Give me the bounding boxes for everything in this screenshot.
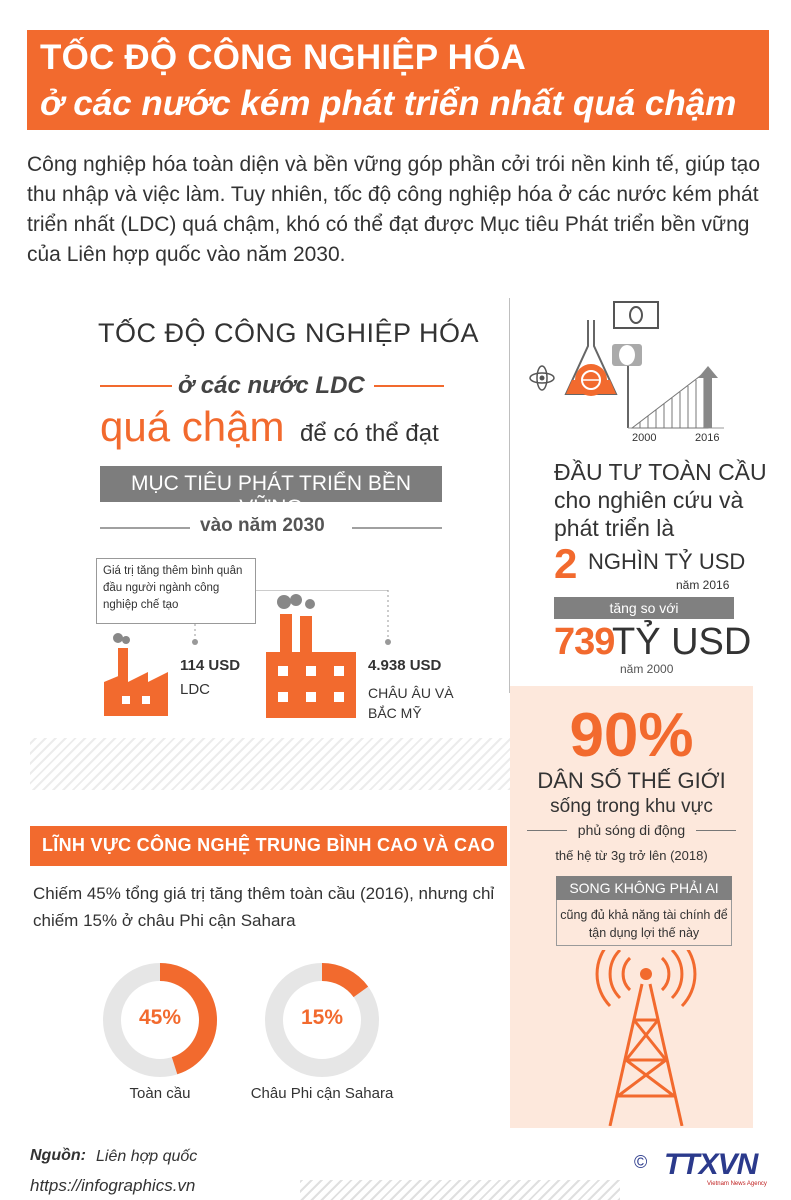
ldc-emphasis: quá chậm — [100, 403, 285, 450]
ldc-emphasis-tail: để có thể đạt — [300, 420, 439, 447]
hatched-band — [30, 738, 510, 790]
target-year: vào năm 2030 — [200, 515, 325, 536]
rd-big-number: 2 — [554, 540, 578, 587]
rd-value-2000: 739 — [554, 621, 615, 663]
ldc-subheading: ở các nước LDC — [178, 372, 365, 399]
divider-line — [352, 527, 442, 529]
cell-tower-icon — [586, 950, 706, 1126]
chart-year-start: 2000 — [632, 432, 657, 444]
ldc-value: 114 USD — [180, 657, 241, 674]
small-factory-icon — [104, 632, 170, 716]
tech-heading: LĨNH VỰC CÔNG NGHỆ TRUNG BÌNH CAO VÀ CAO — [42, 835, 495, 855]
ttxvn-logo: TTXVN — [664, 1148, 758, 1181]
mobile-line2: sống trong khu vực — [550, 796, 713, 817]
intro-paragraph: Công nghiệp hóa toàn diện và bền vững góp phần cởi trói nền kinh tế, giúp tạo thu nhập và việc làm. Tuy nhiên, tốc độ công nghiệp hóa ở các nước kém phát triển nhất (LDC) quá chậm, khó có thể đạt được Mục tiêu Phát triển bền vững của Liên hợp quốc vào năm 2030. — [27, 153, 761, 266]
donut-caption-africa: Châu Phi cận Sahara — [250, 1085, 394, 1102]
europe-value: 4.938 USD — [368, 657, 442, 674]
page-title: TỐC ĐỘ CÔNG NGHIỆP HÓA — [40, 38, 527, 77]
divider-line — [374, 385, 444, 387]
mobile-line3: phủ sóng di động — [577, 822, 686, 838]
footer-hatch — [300, 1180, 620, 1200]
large-factory-icon — [266, 594, 356, 718]
europe-label: CHÂU ÂU VÀ BẮC MỸ — [368, 685, 454, 721]
rd-unit-2000: TỶ USD — [612, 621, 752, 663]
source-value: Liên hợp quốc — [96, 1148, 198, 1165]
vertical-divider — [509, 298, 510, 693]
mobile-line4: thế hệ từ 3g trở lên (2018) — [555, 848, 708, 863]
rd-year-2000: năm 2000 — [620, 662, 674, 676]
mobile-percent: 90% — [569, 701, 694, 770]
footer-url[interactable]: https://infographics.vn — [30, 1176, 196, 1195]
donut-caption-global: Toàn cầu — [129, 1085, 191, 1102]
notall-label: SONG KHÔNG PHẢI AI — [569, 880, 719, 896]
rd-compare-label: tăng so với — [609, 600, 679, 616]
research-illustration — [528, 298, 728, 438]
copyright-icon: © — [634, 1152, 648, 1172]
divider-line — [100, 527, 190, 529]
note-text: Giá trị tăng thêm bình quân đầu người ngành công nghiệp chế tạo — [103, 565, 243, 611]
page-subtitle: ở các nước kém phát triển nhất quá chậm — [40, 84, 737, 123]
donut-label-global: 45% — [138, 1006, 182, 1029]
rd-heading: ĐẦU TƯ TOÀN CẦU cho nghiên cứu và phát triển là — [554, 459, 767, 541]
chart-year-end: 2016 — [695, 432, 720, 444]
rd-year: năm 2016 — [676, 578, 730, 592]
sdg-label: MỤC TIÊU PHÁT TRIỂN BỀN VỮNG — [130, 472, 412, 519]
divider-line — [696, 830, 736, 831]
notall-text: cũng đủ khả năng tài chính để tận dụng lợi thế này — [560, 908, 728, 940]
source-key: Nguồn: — [30, 1147, 86, 1164]
ldc-heading: TỐC ĐỘ CÔNG NGHIỆP HÓA — [98, 318, 480, 348]
ldc-label: LDC — [180, 681, 211, 698]
mobile-line1: DÂN SỐ THẾ GIỚI — [537, 768, 726, 793]
rd-unit: NGHÌN TỶ USD — [588, 549, 746, 574]
tech-text: Chiếm 45% tổng giá trị tăng thêm toàn cầu (2016), nhưng chỉ chiếm 15% ở châu Phi cận Sahara — [33, 884, 495, 930]
divider-line — [100, 385, 172, 387]
donut-label-africa: 15% — [300, 1006, 344, 1029]
logo-subtitle: Vietnam News Agency — [707, 1181, 767, 1187]
